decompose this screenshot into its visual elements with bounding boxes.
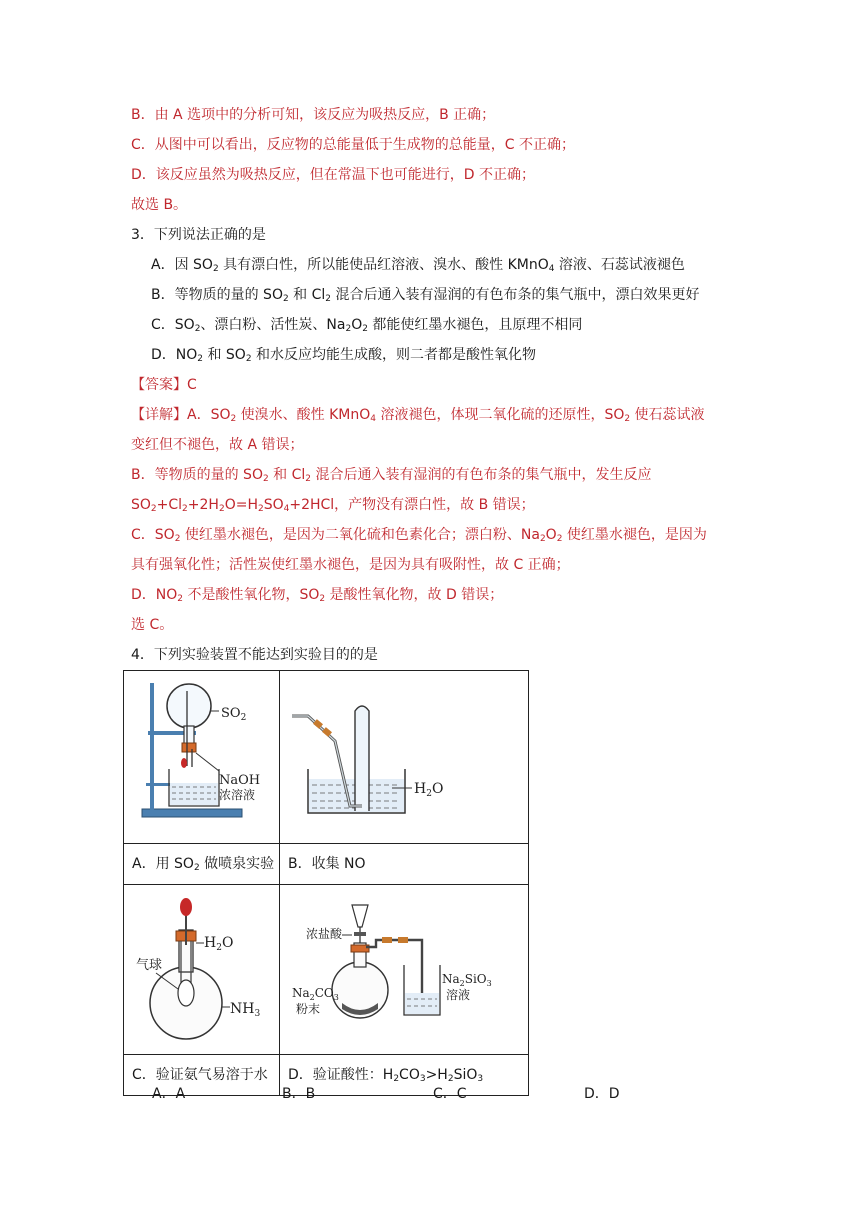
q3-explain-5: C．$SO_2$ 使红墨水褪色，是因为二氧化硫和色素化合；漂白粉、$Na_2O_2$ 使红墨水褪色，是因为 bbox=[131, 527, 707, 544]
figure-b-cell bbox=[280, 671, 529, 844]
caption-c: C．验证氨气易溶于水 bbox=[124, 1055, 280, 1096]
q3-option-d: D．$NO_2$ 和 $SO_2$ 和水反应均能生成酸，则二者都是酸性氧化物 bbox=[151, 347, 537, 364]
svg-text:Na2CO3: $Na_2CO_3$ bbox=[292, 986, 339, 1002]
q3-stem: 3．下列说法正确的是 bbox=[131, 227, 266, 243]
explain-line-b: B．由 A 选项中的分析可知，该反应为吸热反应，B 正确； bbox=[131, 107, 496, 123]
q4-option-b[interactable]: B．B bbox=[282, 1086, 316, 1102]
svg-text:溶液: 溶液 bbox=[446, 988, 471, 1002]
figure-c-cell bbox=[124, 885, 280, 1055]
q3-explain-1: 【详解】A．$SO_2$ 使溴水、酸性 KMnO$_4$ 溶液褪色，体现二氧化硫的还原性，$SO_2$ 使石蕊试液 bbox=[131, 407, 705, 424]
q4-option-d[interactable]: D．D bbox=[584, 1086, 620, 1102]
q4-stem: 4．下列实验装置不能达到实验目的的是 bbox=[131, 647, 378, 663]
q4-option-a[interactable]: A．A bbox=[152, 1086, 186, 1102]
q3-explain-4: $SO_2+Cl_2+2H_2O=H_2SO_4+2HCl$，产物没有漂白性，故 B 错误； bbox=[131, 497, 535, 514]
explain-line-c: C．从图中可以看出，反应物的总能量低于生成物的总能量，C 不正确； bbox=[131, 137, 575, 153]
ammonia-solubility-figure bbox=[124, 885, 279, 1050]
q4-option-c[interactable]: C．C bbox=[433, 1086, 467, 1102]
q3-answer: 【答案】C bbox=[131, 377, 197, 393]
gas-collection-figure bbox=[280, 671, 528, 839]
svg-text:粉末: 粉末 bbox=[296, 1002, 321, 1016]
q3-explain-7: D．$NO_2$ 不是酸性氧化物，$SO_2$ 是酸性氧化物，故 D 错误； bbox=[131, 587, 504, 604]
svg-text:NH3: $NH_3$ bbox=[230, 1001, 261, 1019]
svg-text:气球: 气球 bbox=[136, 958, 163, 973]
svg-text:H2O: $H_2O$ bbox=[414, 781, 444, 799]
q3-option-a: A．因 $SO_2$ 具有漂白性，所以能使品红溶液、溴水、酸性 KMnO$_4$ 溶液、石蕊试液褪色 bbox=[151, 257, 685, 274]
q3-option-c: C．$SO_2$、漂白粉、活性炭、$Na_2O_2$ 都能使红墨水褪色，且原理不相同 bbox=[151, 317, 583, 334]
q3-explain-6: 具有强氧化性；活性炭使红墨水褪色，是因为具有吸附性，故 C 正确； bbox=[131, 557, 570, 573]
svg-text:浓盐酸: 浓盐酸 bbox=[306, 927, 343, 941]
svg-text:SO2: $SO_2$ bbox=[221, 706, 247, 723]
q3-explain-8: 选 C。 bbox=[131, 617, 174, 633]
explain-conclusion: 故选 B。 bbox=[131, 197, 188, 213]
q3-explain-2: 变红但不褪色，故 A 错误； bbox=[131, 437, 304, 453]
explain-line-d: D．该反应虽然为吸热反应，但在常温下也可能进行，D 不正确； bbox=[131, 167, 536, 183]
svg-text:浓溶液: 浓溶液 bbox=[219, 788, 256, 802]
fountain-apparatus-figure bbox=[124, 671, 279, 839]
caption-a: A．用 $SO_2$ 做喷泉实验 bbox=[124, 844, 280, 885]
svg-text:H2O: $H_2O$ bbox=[204, 935, 234, 953]
q3-explain-3: B．等物质的量的 $SO_2$ 和 $Cl_2$ 混合后通入装有湿润的有色布条的集气瓶中，发生反应 bbox=[131, 467, 652, 484]
acidity-comparison-figure bbox=[280, 885, 528, 1050]
svg-text:Na2SiO3: $Na_2SiO_3$ bbox=[442, 972, 492, 988]
figure-a-cell bbox=[124, 671, 280, 844]
apparatus-table bbox=[123, 670, 529, 1096]
q3-option-b: B．等物质的量的 $SO_2$ 和 $Cl_2$ 混合后通入装有湿润的有色布条的集气瓶中，漂白效果更好 bbox=[151, 287, 700, 304]
svg-text:NaOH: NaOH bbox=[219, 773, 261, 788]
caption-d: D．验证酸性：$H_2CO_3>H_2SiO_3$ bbox=[280, 1055, 529, 1096]
caption-b: B．收集 NO bbox=[280, 844, 529, 885]
figure-d-cell bbox=[280, 885, 529, 1055]
